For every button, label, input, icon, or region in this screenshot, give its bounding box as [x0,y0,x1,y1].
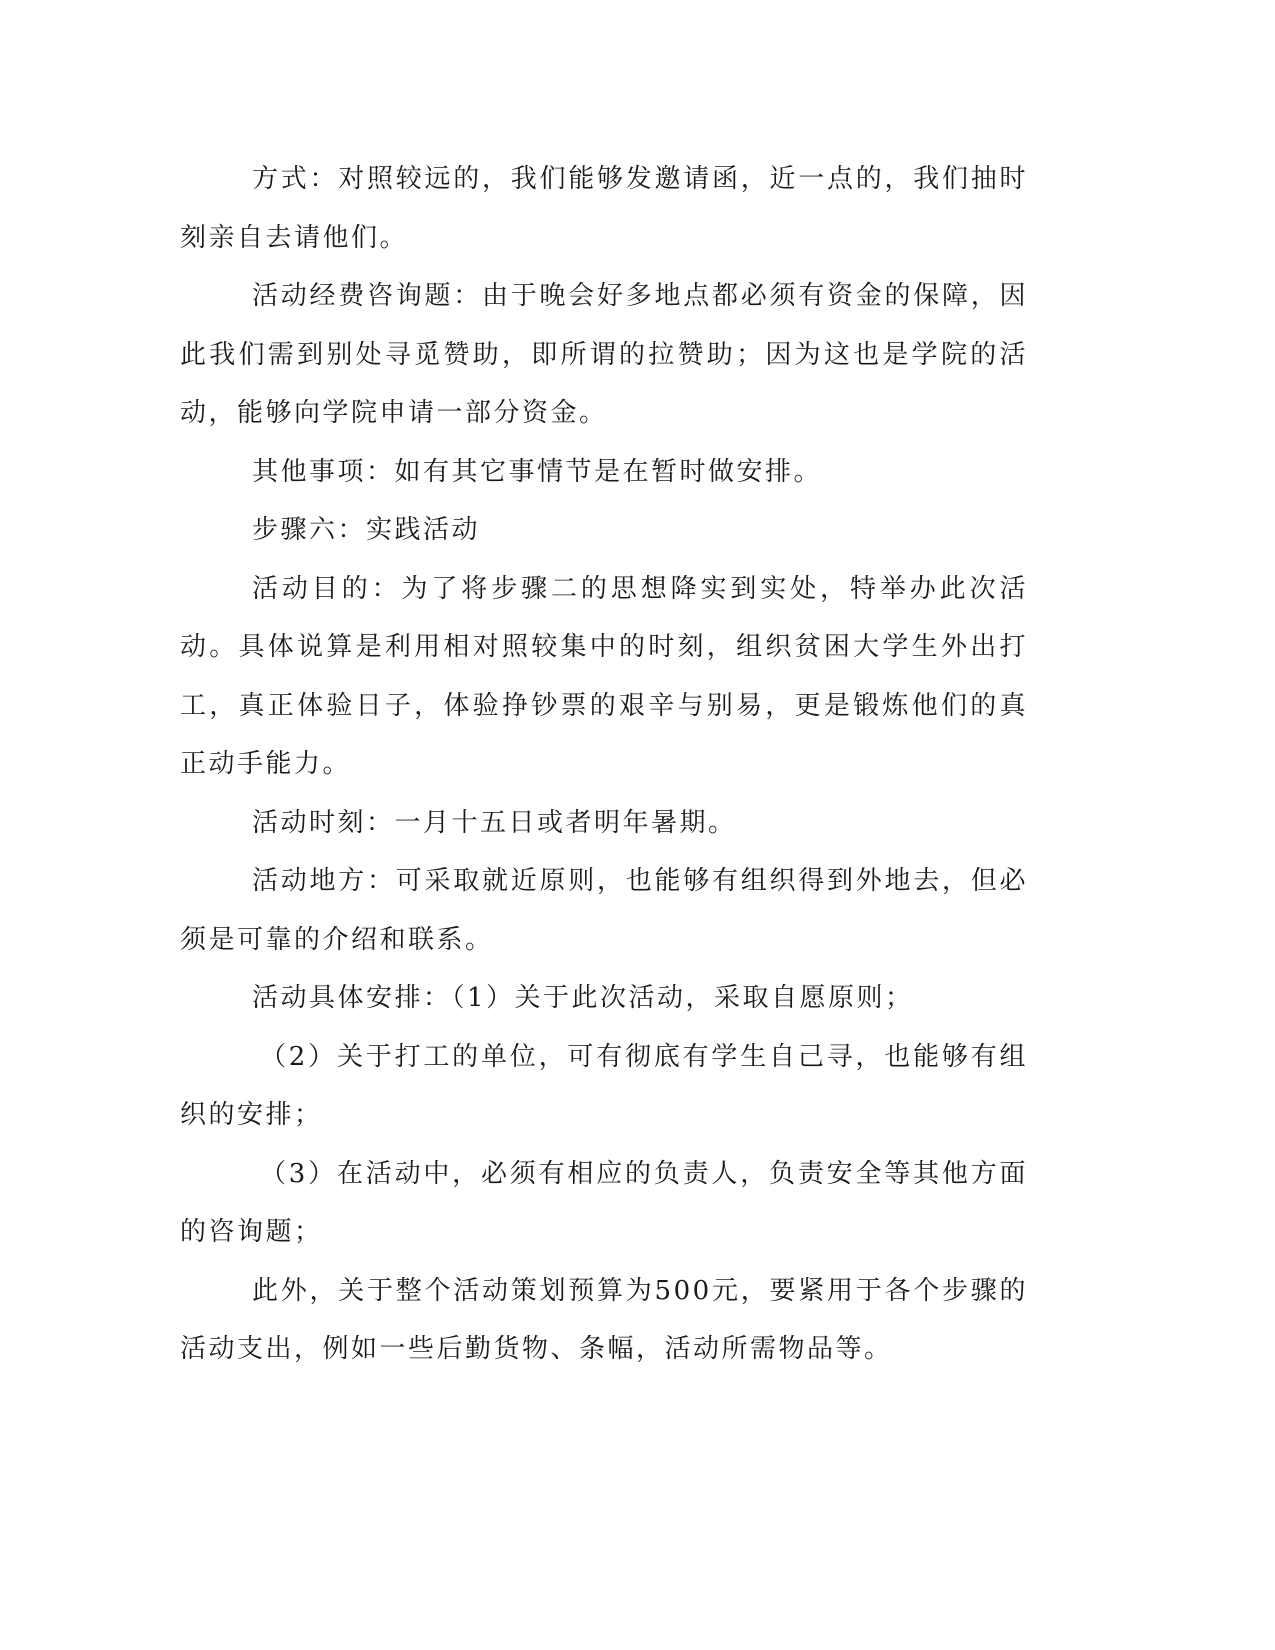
paragraph-arrangement-item-3: （3）在活动中，必须有相应的负责人，负责安全等其他方面的咨询题； [180,1158,1028,1247]
paragraph-other-matters: 其他事项：如有其它事情节是在暂时做安排。 [252,456,823,487]
paragraph-invitation-method: 方式：对照较远的，我们能够发邀请函，近一点的，我们抽时刻亲自去请他们。 [180,164,1028,253]
paragraph-activity-purpose: 活动目的：为了将步骤二的思想降实到实处，特举办此次活动。具体说算是利用相对照较集中的时刻，组织贫困大学生外出打工，真正体验日子，体验挣钞票的艰辛与别易，更是锻炼他们的真正动手能力。 [180,573,1028,779]
section-heading-step-six: 步骤六：实践活动 [252,515,481,545]
document-page [180,150,1028,1379]
paragraph-activity-location: 活动地方：可采取就近原则，也能够有组织得到外地去，但必须是可靠的介绍和联系。 [180,866,1028,955]
paragraph-budget: 此外，关于整个活动策划预算为500元，要紧用于各个步骤的活动支出，例如一些后勤货物、条幅，活动所需物品等。 [180,1275,1028,1364]
paragraph-funding-issue: 活动经费咨询题：由于晚会好多地点都必须有资金的保障，因此我们需到别处寻觅赞助，即所谓的拉赞助；因为这也是学院的活动，能够向学院申请一部分资金。 [180,281,1028,428]
paragraph-arrangement-item-2: （2）关于打工的单位，可有彻底有学生自己寻，也能够有组织的安排； [180,1041,1028,1130]
paragraph-activity-arrangement: 活动具体安排：（1）关于此次活动，采取自愿原则； [252,983,914,1013]
paragraph-activity-time: 活动时刻：一月十五日或者明年暑期。 [252,807,737,838]
